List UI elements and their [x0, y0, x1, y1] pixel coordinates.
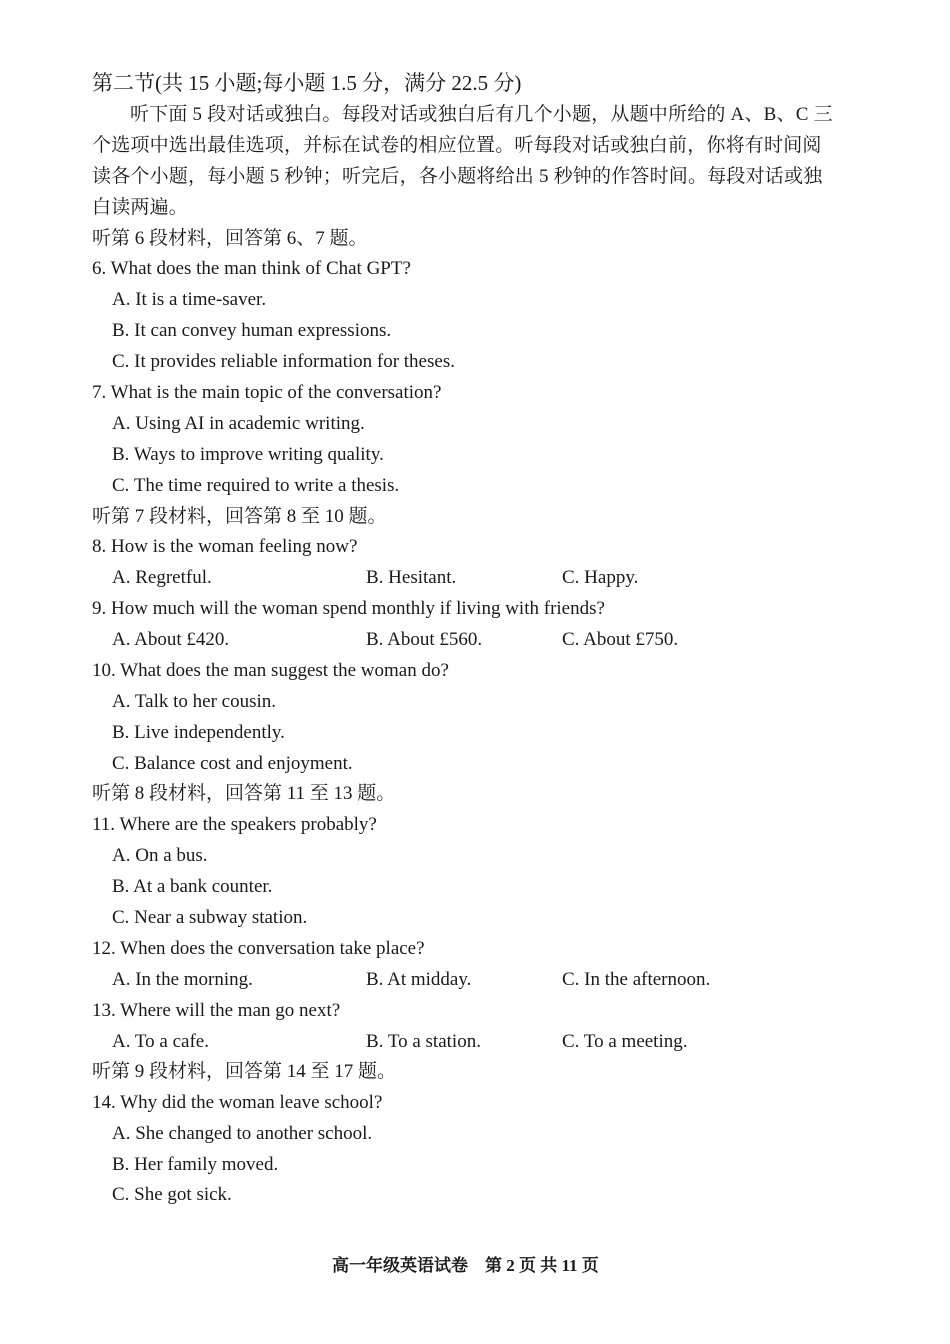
- option-11a: A. On a bus.: [112, 845, 208, 866]
- option-12c: C. In the afternoon.: [562, 969, 711, 990]
- option-12a: A. In the morning.: [112, 969, 253, 990]
- instruction-line-1: 听下面 5 段对话或独白。每段对话或独白后有几个小题，从题中所给的 A、B、C 三: [130, 104, 833, 125]
- group-heading-6: 听第 6 段材料，回答第 6、7 题。: [92, 228, 368, 249]
- question-stem-6: 6. What does the man think of Chat GPT?: [92, 258, 411, 279]
- option-13c: C. To a meeting.: [562, 1031, 688, 1052]
- option-11b: B. At a bank counter.: [112, 876, 273, 897]
- question-stem-8: 8. How is the woman feeling now?: [92, 536, 358, 557]
- page-footer: 高一年级英语试卷 第 2 页 共 11 页: [332, 1256, 599, 1275]
- option-6c: C. It provides reliable information for theses.: [112, 351, 455, 372]
- option-8c: C. Happy.: [562, 567, 639, 588]
- instruction-line-2: 个选项中选出最佳选项，并标在试卷的相应位置。听每段对话或独白前，你将有时间阅: [92, 135, 822, 156]
- group-heading-7: 听第 7 段材料，回答第 8 至 10 题。: [92, 506, 387, 527]
- question-stem-13: 13. Where will the man go next?: [92, 1000, 341, 1021]
- question-stem-9: 9. How much will the woman spend monthly if living with friends?: [92, 598, 605, 619]
- option-6b: B. It can convey human expressions.: [112, 320, 392, 341]
- option-9b: B. About £560.: [366, 629, 483, 650]
- option-10c: C. Balance cost and enjoyment.: [112, 753, 353, 774]
- instruction-line-3: 读各个小题，每小题 5 秒钟；听完后，各小题将给出 5 秒钟的作答时间。每段对话或独: [92, 166, 823, 187]
- option-14b: B. Her family moved.: [112, 1154, 279, 1175]
- question-stem-7: 7. What is the main topic of the conversation?: [92, 382, 442, 403]
- option-14c: C. She got sick.: [112, 1184, 232, 1205]
- group-heading-9: 听第 9 段材料，回答第 14 至 17 题。: [92, 1061, 397, 1082]
- option-7a: A. Using AI in academic writing.: [112, 413, 365, 434]
- option-11c: C. Near a subway station.: [112, 907, 308, 928]
- option-10b: B. Live independently.: [112, 722, 285, 743]
- option-6a: A. It is a time-saver.: [112, 289, 267, 310]
- option-12b: B. At midday.: [366, 969, 472, 990]
- question-stem-14: 14. Why did the woman leave school?: [92, 1092, 383, 1113]
- option-8b: B. Hesitant.: [366, 567, 457, 588]
- option-13b: B. To a station.: [366, 1031, 481, 1052]
- option-9a: A. About £420.: [112, 629, 230, 650]
- option-13a: A. To a cafe.: [112, 1031, 209, 1052]
- group-heading-8: 听第 8 段材料，回答第 11 至 13 题。: [92, 783, 396, 804]
- option-10a: A. Talk to her cousin.: [112, 691, 277, 712]
- option-7b: B. Ways to improve writing quality.: [112, 444, 384, 465]
- option-14a: A. She changed to another school.: [112, 1123, 373, 1144]
- question-stem-12: 12. When does the conversation take place?: [92, 938, 425, 959]
- question-stem-11: 11. Where are the speakers probably?: [92, 814, 377, 835]
- option-7c: C. The time required to write a thesis.: [112, 475, 400, 496]
- option-8a: A. Regretful.: [112, 567, 212, 588]
- question-stem-10: 10. What does the man suggest the woman do?: [92, 660, 449, 681]
- option-9c: C. About £750.: [562, 629, 679, 650]
- section-title: 第二节(共 15 小题;每小题 1.5 分，满分 22.5 分): [92, 71, 522, 95]
- instruction-line-4: 白读两遍。: [92, 197, 189, 218]
